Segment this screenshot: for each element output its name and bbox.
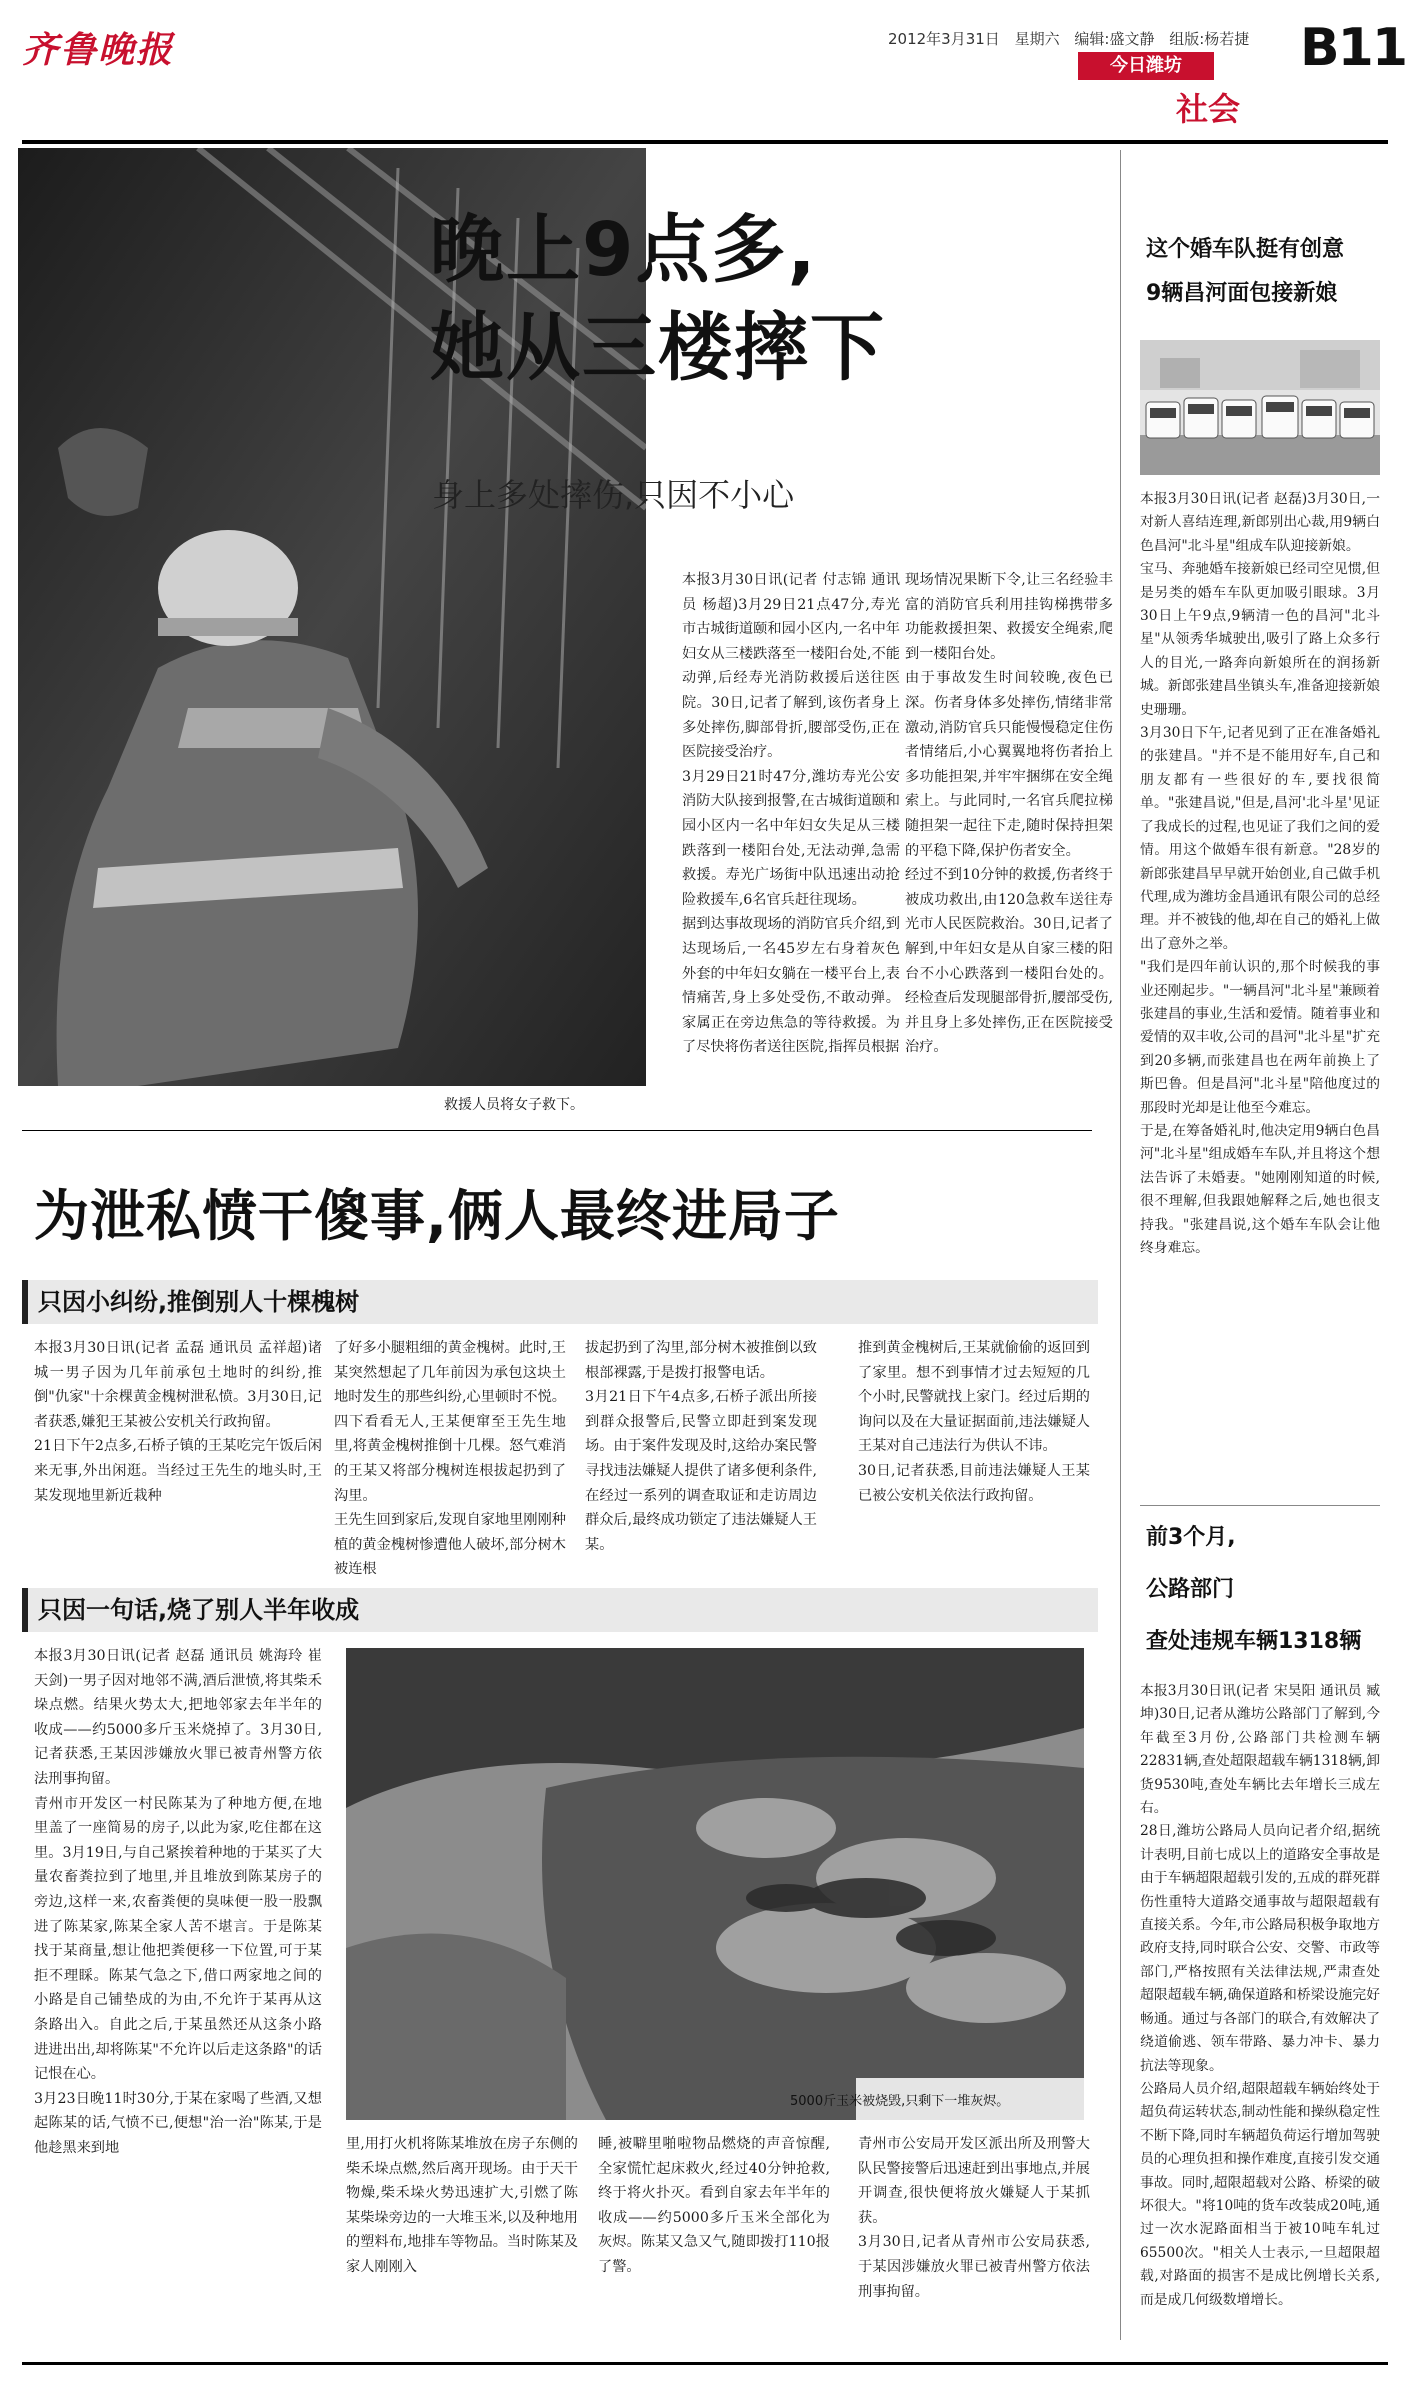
story2-sub2-header — [22, 1588, 1098, 1632]
sidebar-s1-headline — [1146, 228, 1344, 316]
sidebar-s1-head1: 这个婚车队挺有创意 — [1146, 237, 1345, 262]
sub1-body-col4: 推到黄金槐树后,王某就偷偷的返回到了家里。想不到事情才过去短短的几个小时,民警就找上家门。经过后期的询问以及在大量证据面前,违法嫌疑人王某对自己违法行为供认不讳。 30日,记者获悉,目前违法嫌疑人王某已被公安机关依法行政拘留。 — [858, 1340, 1090, 1504]
sub2-body-col3: 睡,被噼里啪啦物品燃烧的声音惊醒,全家慌忙起床救火,经过40分钟抢救,终于将火扑灭。看到自家去年半年的收成——约5000多斤玉米全部化为灰烬。陈某又急又气,随即拨打110报了警。 — [598, 2136, 830, 2275]
issue-weekday: 星期六 — [1014, 30, 1060, 48]
story2-sub1-header — [22, 1280, 1098, 1324]
issue-date: 2012年3月31日 — [888, 30, 1000, 48]
sidebar-divider — [1120, 150, 1121, 2340]
masthead-rule — [22, 140, 1388, 144]
section-tag: 今日潍坊 — [1078, 52, 1214, 80]
story2-sub1-heading: 只因小纠纷,推倒别人十棵槐树 — [38, 1288, 360, 1316]
page-number: B11 — [1300, 18, 1406, 78]
page-bottom-rule — [22, 2362, 1388, 2365]
sub1-body-col2: 了好多小腿粗细的黄金槐树。此时,王某突然想起了几年前因为承包这块土地时发生的那些纠纷,心里顿时不悦。四下看看无人,王某便窜至王先生地里,将黄金槐树推倒十几棵。怒气难消的王某又将部分槐树连根拔起扔到了沟里。 王先生回到家后,发现自家地里刚刚种植的黄金槐树惨遭他人破坏,部分树木被连根 — [334, 1340, 566, 1578]
sub2-photo-drawing — [346, 1648, 1084, 2120]
sidebar-s1-head2: 9辆昌河面包接新娘 — [1146, 281, 1338, 306]
sub1-body-col3: 拔起扔到了沟里,部分树木被推倒以致根部裸露,于是拨打报警电话。 3月21日下午4点多,石桥子派出所接到群众报警后,民警立即赶到案发现场。由于案件发现及时,这给办案民警寻找违法嫌疑人提供了诸多便利条件,在经过一系列的调查取证和走访周边群众后,最终成功锁定了违法嫌疑人王某。 — [585, 1340, 817, 1553]
issue-info — [888, 28, 1249, 49]
lead-body-col1: 本报3月30日讯(记者 付志锦 通讯员 杨超)3月29日21点47分,寿光市古城街道颐和园小区内,一名中年妇女从三楼跌落至一楼阳台处,不能动弹,后经寿光消防救援后送往医院。30日,记者了解到,该伤者身上多处摔伤,脚部骨折,腰部受伤,正在医院接受治疗。 3月29日21时47分,潍坊寿光公安消防大队接到报警,在古城街道颐和园小区内一名中年妇女失足从三楼跌落到一楼阳台处,无法动弹,急需救援。寿光广场街中队迅速出动抢险救援车,6名官兵赶往现场。 据到达事故现场的消防官兵介绍,到达现场后,一名45岁左右身着灰色外套的中年妇女躺在一楼平台上,表情痛苦,身上多处受伤,不敢动弹。家属正在旁边焦急的等待救援。为了尽快将伤者送往医院,指挥员根据 — [682, 572, 900, 1056]
layout-credit: 组版:杨若捷 — [1169, 30, 1250, 48]
sidebar-photo-drawing — [1140, 340, 1380, 475]
sidebar-s2-head1: 前3个月, — [1146, 1525, 1236, 1550]
story2-headline: 为泄私愤干傻事,俩人最终进局子 — [34, 1184, 840, 1248]
lead-photo-caption: 救援人员将女子救下。 — [444, 1097, 584, 1113]
sidebar-s2-body: 本报3月30日讯(记者 宋昊阳 通讯员 臧坤)30日,记者从潍坊公路部门了解到,今年截至3月份,公路部门共检测车辆22831辆,查处超限超载车辆1318辆,卸货9530吨,查处车辆比去年增长三成左右。 28日,潍坊公路局人员向记者介绍,据统计表明,目前七成以上的道路安全事故是由于车辆超限超载引发的,五成的群死群伤性重特大道路交通事故与超限超载有直接关系。今年,市公路局积极争取地方政府支持,同时联合公安、交警、市政等部门,严格按照有关法律法规,严肃查处超限超载车辆,确保道路和桥梁设施完好畅通。通过与各部门的联合,有效解决了绕道偷逃、领车带路、暴力冲卡、暴力抗法等现象。 公路局人员介绍,超限超载车辆始终处于超负荷运转状态,制动性能和操纵稳定性不断下降,同时车辆超负荷运行增加驾驶员的心理负担和操作难度,直接引发交通事故。同时,超限超载对公路、桥梁的破坏很大。"将10吨的货车改装成20吨,通过一次水泥路面相当于被10吨车轧过65500次。"相关人士表示,一旦超限超载,对路面的损害不是成比例增长关系,而是成几何级数增增长。 — [1140, 1683, 1380, 2308]
sub2-photo-caption: 5000斤玉米被烧毁,只剩下一堆灰烬。 — [790, 2094, 1010, 2109]
sidebar-s1-body: 本报3月30日讯(记者 赵磊)3月30日,一对新人喜结连理,新郎别出心裁,用9辆白色昌河"北斗星"组成车队迎接新娘。 宝马、奔驰婚车接新娘已经司空见惯,但是另类的婚车车队更加吸引眼球。3月30日上午9点,9辆清一色的昌河"北斗星"从领秀华城驶出,吸引了路上众多行人的目光,一路奔向新娘所在的润扬新城。新郎张建昌坐镇头车,准备迎接新娘史珊珊。 3月30日下午,记者见到了正在准备婚礼的张建昌。"并不是不能用好车,自己和朋友都有一些很好的车,要找很简单。"张建昌说,"但是,昌河'北斗星'见证了我成长的过程,也见证了我们之间的爱情。用这个做婚车很有新意。"28岁的新郎张建昌早早就开始创业,自己做手机代理,成为潍坊金昌通讯有限公司的总经理。并不被钱的他,却在自己的婚礼上做出了意外之举。 "我们是四年前认识的,那个时候我的事业还刚起步。"一辆昌河"北斗星"兼顾着张建昌的事业,生活和爱情。随着事业和爱情的双丰收,公司的昌河"北斗星"扩充到20多辆,而张建昌也在两年前换上了斯巴鲁。但是昌河"北斗星"陪他度过的那段时光却是让他至今难忘。 于是,在筹备婚礼时,他决定用9辆白色昌河"北斗星"组成婚车车队,并且将这个想法告诉了未婚妻。"她刚刚知道的时候,很不理解,但我跟她解释之后,她也很支持我。"张建昌说,这个婚车车队会让他终身难忘。 — [1140, 491, 1380, 1256]
section-name: 社会 — [1176, 90, 1241, 128]
sidebar-s2-head2: 公路部门 — [1146, 1577, 1235, 1602]
sub2-body-col2: 里,用打火机将陈某堆放在房子东侧的柴禾垛点燃,然后离开现场。由于天干物燥,柴禾垛火势迅速扩大,引燃了陈某柴垛旁边的一大堆玉米,以及种地用的塑料布,地排车等物品。当时陈某及家人刚刚入 — [346, 2136, 578, 2275]
lead-divider — [22, 1130, 1092, 1131]
sidebar-photo-wedding-vans — [1140, 340, 1380, 475]
sub2-body-col4: 青州市公安局开发区派出所及刑警大队民警接警后迅速赶到出事地点,并展开调查,很快便将放火嫌疑人于某抓获。 3月30日,记者从青州市公安局获悉,于某因涉嫌放火罪已被青州警方依法刑事拘留。 — [858, 2136, 1090, 2300]
sub2-body-col1: 本报3月30日讯(记者 赵磊 通讯员 姚海玲 崔天剑)一男子因对地邻不满,酒后泄愤,将其柴禾垛点燃。结果火势太大,把地邻家去年半年的收成——约5000多斤玉米烧掉了。3月30日,记者获悉,王某因涉嫌放火罪已被青州警方依法刑事拘留。 青州市开发区一村民陈某为了种地方便,在地里盖了一座简易的房子,以此为家,吃住都在这里。3月19日,与自己紧挨着种地的于某买了大量农畜粪拉到了地里,并且堆放到陈某房子的旁边,这样一来,农畜粪便的臭味便一股一股飘进了陈某家,陈某全家人苦不堪言。于是陈某找于某商量,想让他把粪便移一下位置,可于某拒不理睬。陈某气急之下,借口两家地之间的小路是自己铺垫成的为由,不允许于某再从这条路出入。自此之后,于某虽然还从这条小路进进出出,却将陈某"不允许以后走这条路"的话记恨在心。 3月23日晚11时30分,于某在家喝了些酒,又想起陈某的话,气愤不已,便想"治一治"陈某,于是他趁黑来到地 — [34, 1648, 322, 2156]
lead-subtitle: 身上多处摔伤,只因不小心 — [432, 476, 795, 514]
sub2-photo-burnt-corn — [346, 1648, 1084, 2120]
sidebar-s2-headline — [1146, 1512, 1361, 1668]
lead-headline-line1: 晚上9点多, — [430, 207, 818, 293]
story2-sub2-heading: 只因一句话,烧了别人半年收成 — [38, 1596, 360, 1624]
editor-credit: 编辑:盛文静 — [1074, 30, 1155, 48]
newspaper-logo: 齐鲁晚报 — [22, 29, 175, 71]
sidebar-s2-rule — [1140, 1505, 1380, 1506]
sidebar-s2-head3: 查处违规车辆1318辆 — [1146, 1629, 1362, 1654]
lead-headline — [430, 205, 886, 393]
lead-headline-line2: 她从三楼摔下 — [430, 305, 886, 391]
sub1-body-col1: 本报3月30日讯(记者 孟磊 通讯员 孟祥超)诸城一男子因为几年前承包土地时的纠纷,推倒"仇家"十余棵黄金槐树泄私愤。3月30日,记者获悉,嫌犯王某被公安机关行政拘留。 21日下午2点多,石桥子镇的王某吃完午饭后闲来无事,外出闲逛。当经过王先生的地头时,王某发现地里新近栽种 — [34, 1340, 322, 1504]
lead-body-col2: 现场情况果断下令,让三名经验丰富的消防官兵利用挂钩梯携带多功能救援担架、救援安全绳索,爬到一楼阳台处。 由于事故发生时间较晚,夜色已深。伤者身体多处摔伤,情绪非常激动,消防官兵只能慢慢稳定住伤者情绪后,小心翼翼地将伤者抬上多功能担架,并牢牢捆绑在安全绳索上。与此同时,一名官兵爬拉梯随担架一起往下走,随时保持担架的平稳下降,保护伤者安全。 经过不到10分钟的救援,伤者终于被成功救出,由120急救车送往寿光市人民医院救治。30日,记者了解到,中年妇女是从自家三楼的阳台不小心跌落到一楼阳台处的。经检查后发现腿部骨折,腰部受伤,并且身上多处摔伤,正在医院接受治疗。 — [905, 572, 1113, 1056]
